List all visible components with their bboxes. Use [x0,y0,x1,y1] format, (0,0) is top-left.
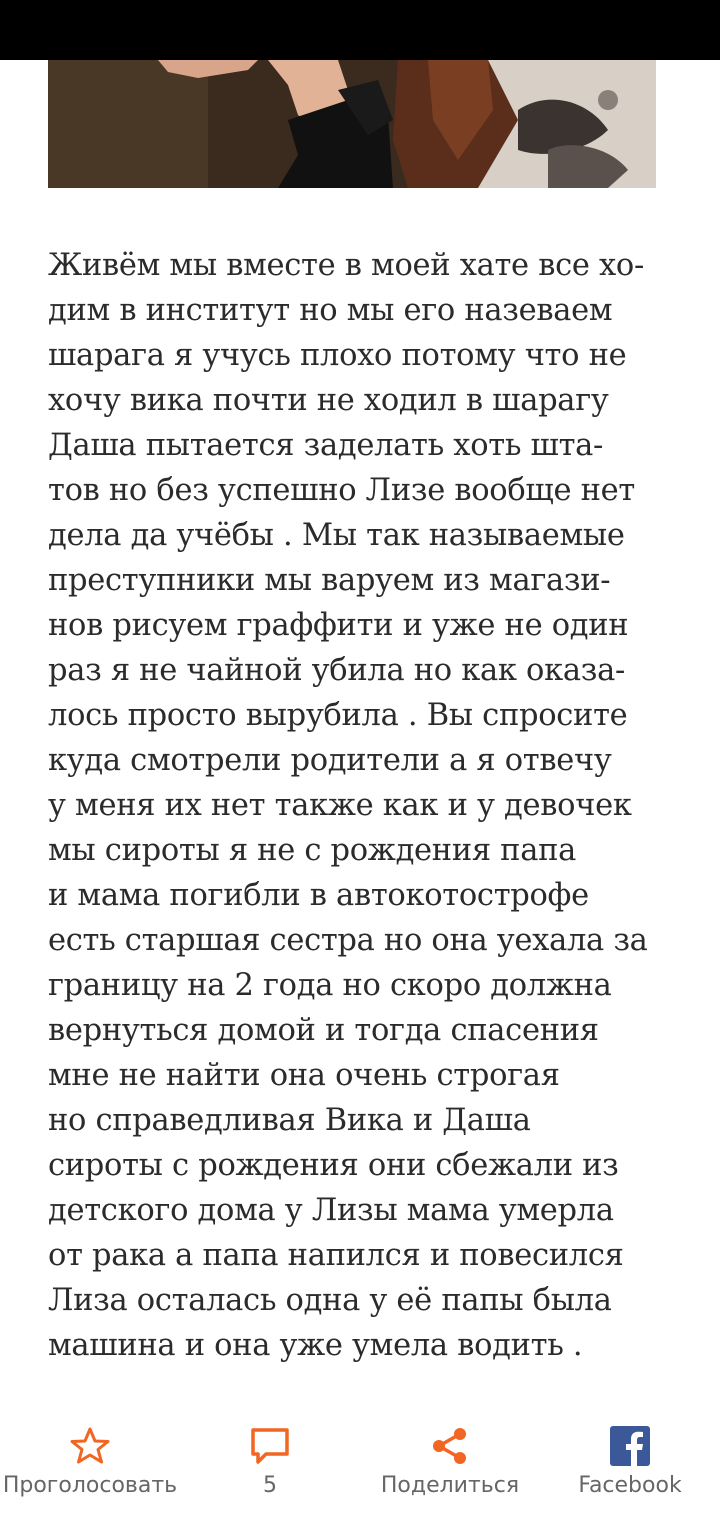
story-line: Живём мы вместе в моей хате все хо- [48,248,644,283]
story-cover-image [48,60,656,188]
story-line: границу на 2 года но скоро должна [48,968,612,1003]
star-icon [69,1425,111,1467]
comments-button[interactable] [180,1415,360,1520]
story-line: раз я не чайной убила но как оказа- [48,653,625,688]
story-line: дела да учёбы . Мы так называемые [48,518,625,553]
facebook-icon [609,1425,651,1467]
status-bar [0,0,720,60]
story-line: хочу вика почти не ходил в шарагу [48,383,609,418]
story-line: у меня их нет также как и у девочек [48,788,632,823]
comment-icon [249,1425,291,1467]
story-line: преступники мы варуем из магази- [48,563,611,598]
vote-button[interactable] [0,1415,180,1520]
story-line: тов но без успешно Лизе вообще нет [48,473,635,508]
facebook-button[interactable] [540,1415,720,1520]
story-line: и мама погибли в автокотострофе [48,878,589,913]
facebook-label: Facebook [578,1473,682,1498]
story-line: детского дома у Лизы мама умерла [48,1193,614,1228]
story-line: но справедливая Вика и Даша [48,1103,531,1138]
story-line: шарага я учусь плохо потому что не [48,338,627,373]
share-label: Поделиться [380,1473,520,1498]
story-line: Даша пытается заделать хоть шта- [48,428,604,463]
share-button[interactable] [360,1415,540,1520]
story-line: от рака а папа напился и повесился [48,1238,624,1273]
story-line: мне не найти она очень строгая [48,1058,560,1093]
story-line: вернуться домой и тогда спасения [48,1013,599,1048]
story-line: дим в институт но мы его назеваем [48,293,613,328]
story-line: Лиза осталась одна у её папы была [48,1283,612,1318]
vote-label: Проголосовать [2,1473,178,1498]
story-line: нов рисуем граффити и уже не один [48,608,629,643]
story-line: куда смотрели родители а я отвечу [48,743,612,778]
story-line: есть старшая сестра но она уехала за [48,923,648,958]
story-line: машина и она уже умела водить . [48,1328,583,1363]
bottom-action-bar [0,1415,720,1520]
story-line: лось просто вырубила . Вы спросите [48,698,628,733]
story-text [48,243,668,1368]
share-icon [429,1425,471,1467]
story-line: сироты с рождения они сбежали из [48,1148,619,1183]
story-line: мы сироты я не с рождения папа [48,833,577,868]
comments-count: 5 [263,1473,277,1498]
